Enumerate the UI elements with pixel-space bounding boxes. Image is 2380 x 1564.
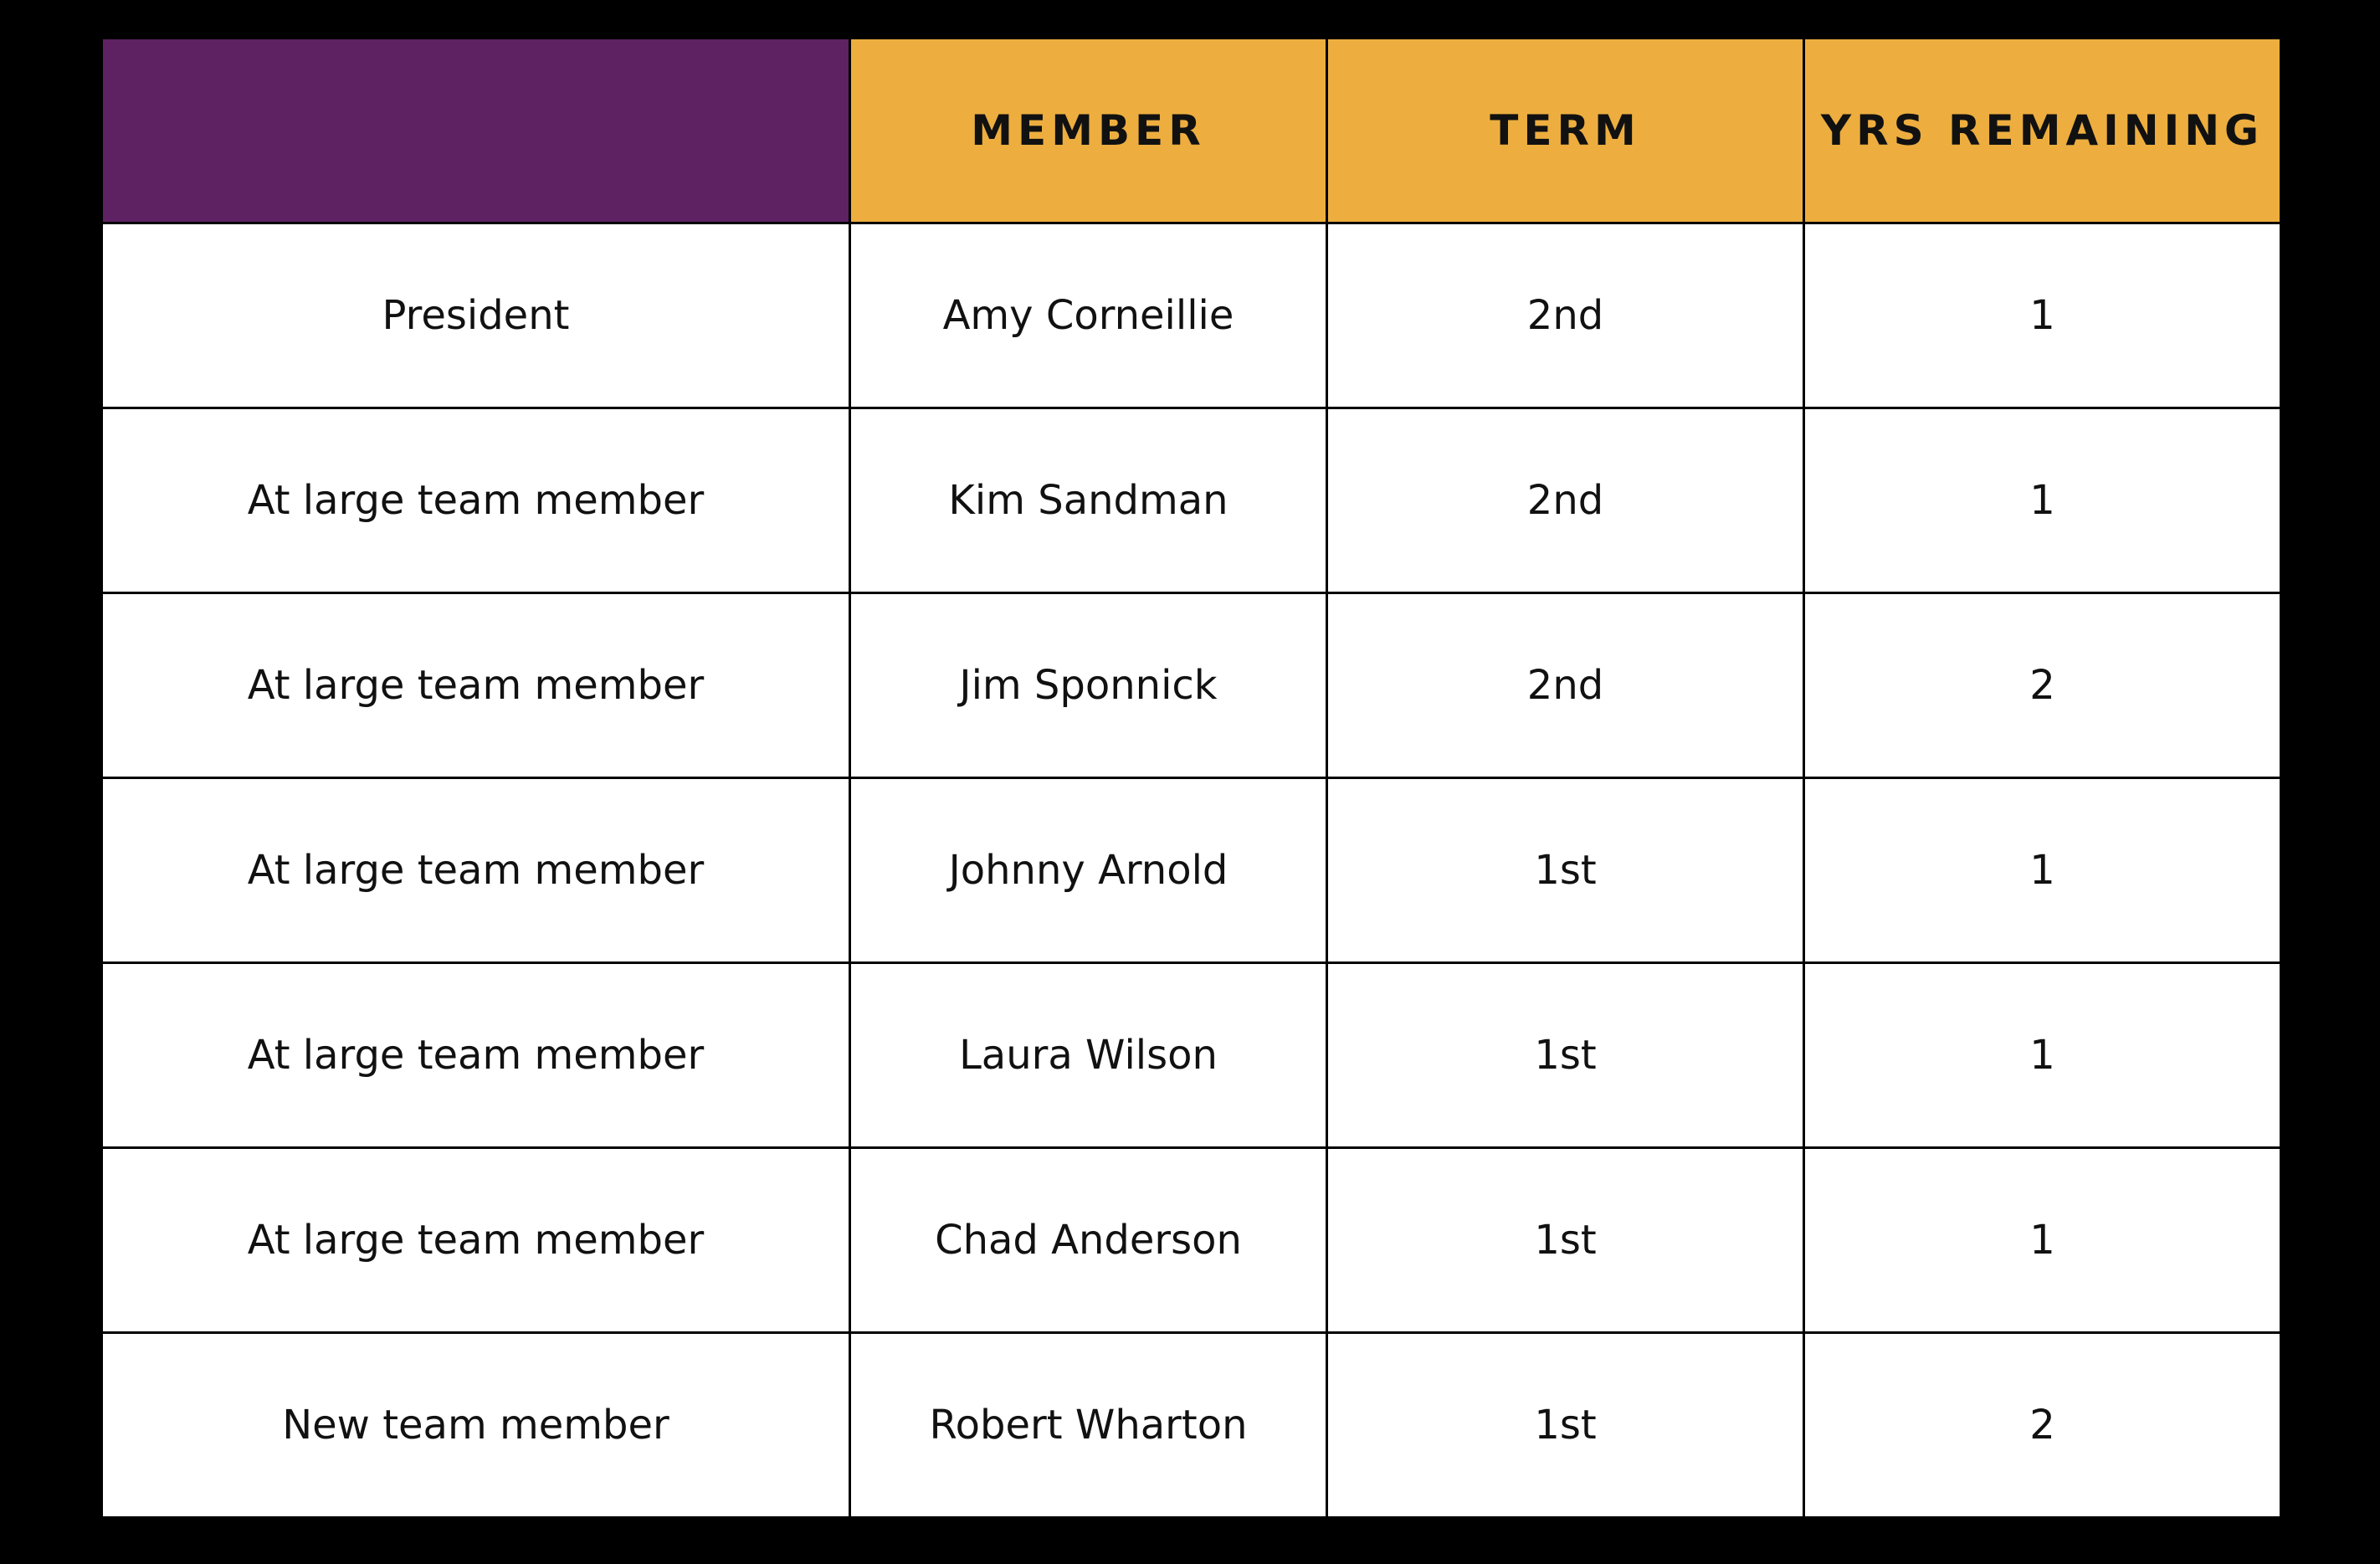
role-cell: New team member xyxy=(102,1333,850,1518)
yrs-remaining-cell: 1 xyxy=(1804,223,2281,408)
header-row xyxy=(102,38,2281,223)
table-row xyxy=(102,778,2281,963)
member-cell: Kim Sandman xyxy=(850,408,1327,593)
table-row xyxy=(102,1148,2281,1333)
yrs-remaining-cell: 1 xyxy=(1804,778,2281,963)
header-member: MEMBER xyxy=(850,38,1327,223)
header-term: TERM xyxy=(1327,38,1804,223)
member-cell: Johnny Arnold xyxy=(850,778,1327,963)
role-cell: President xyxy=(102,223,850,408)
table-row xyxy=(102,408,2281,593)
yrs-remaining-cell: 2 xyxy=(1804,1333,2281,1518)
term-cell: 2nd xyxy=(1327,223,1804,408)
header-yrs-remaining: YRS REMAINING xyxy=(1804,38,2281,223)
yrs-remaining-cell: 2 xyxy=(1804,593,2281,778)
role-cell: At large team member xyxy=(102,408,850,593)
role-cell: At large team member xyxy=(102,593,850,778)
member-cell: Laura Wilson xyxy=(850,963,1327,1148)
term-cell: 1st xyxy=(1327,963,1804,1148)
term-cell: 2nd xyxy=(1327,593,1804,778)
table-header xyxy=(102,38,2281,223)
term-cell: 1st xyxy=(1327,778,1804,963)
table-body xyxy=(102,223,2281,1518)
member-cell: Jim Sponnick xyxy=(850,593,1327,778)
member-cell: Chad Anderson xyxy=(850,1148,1327,1333)
role-cell: At large team member xyxy=(102,778,850,963)
member-cell: Robert Wharton xyxy=(850,1333,1327,1518)
term-cell: 1st xyxy=(1327,1148,1804,1333)
table-row xyxy=(102,593,2281,778)
yrs-remaining-cell: 1 xyxy=(1804,1148,2281,1333)
table-row xyxy=(102,1333,2281,1518)
member-cell: Amy Corneillie xyxy=(850,223,1327,408)
role-cell: At large team member xyxy=(102,1148,850,1333)
term-cell: 1st xyxy=(1327,1333,1804,1518)
board-members-table xyxy=(100,37,2282,1519)
yrs-remaining-cell: 1 xyxy=(1804,408,2281,593)
role-cell: At large team member xyxy=(102,963,850,1148)
yrs-remaining-cell: 1 xyxy=(1804,963,2281,1148)
header-corner-cell xyxy=(102,38,850,223)
table-row xyxy=(102,963,2281,1148)
table-row xyxy=(102,223,2281,408)
term-cell: 2nd xyxy=(1327,408,1804,593)
